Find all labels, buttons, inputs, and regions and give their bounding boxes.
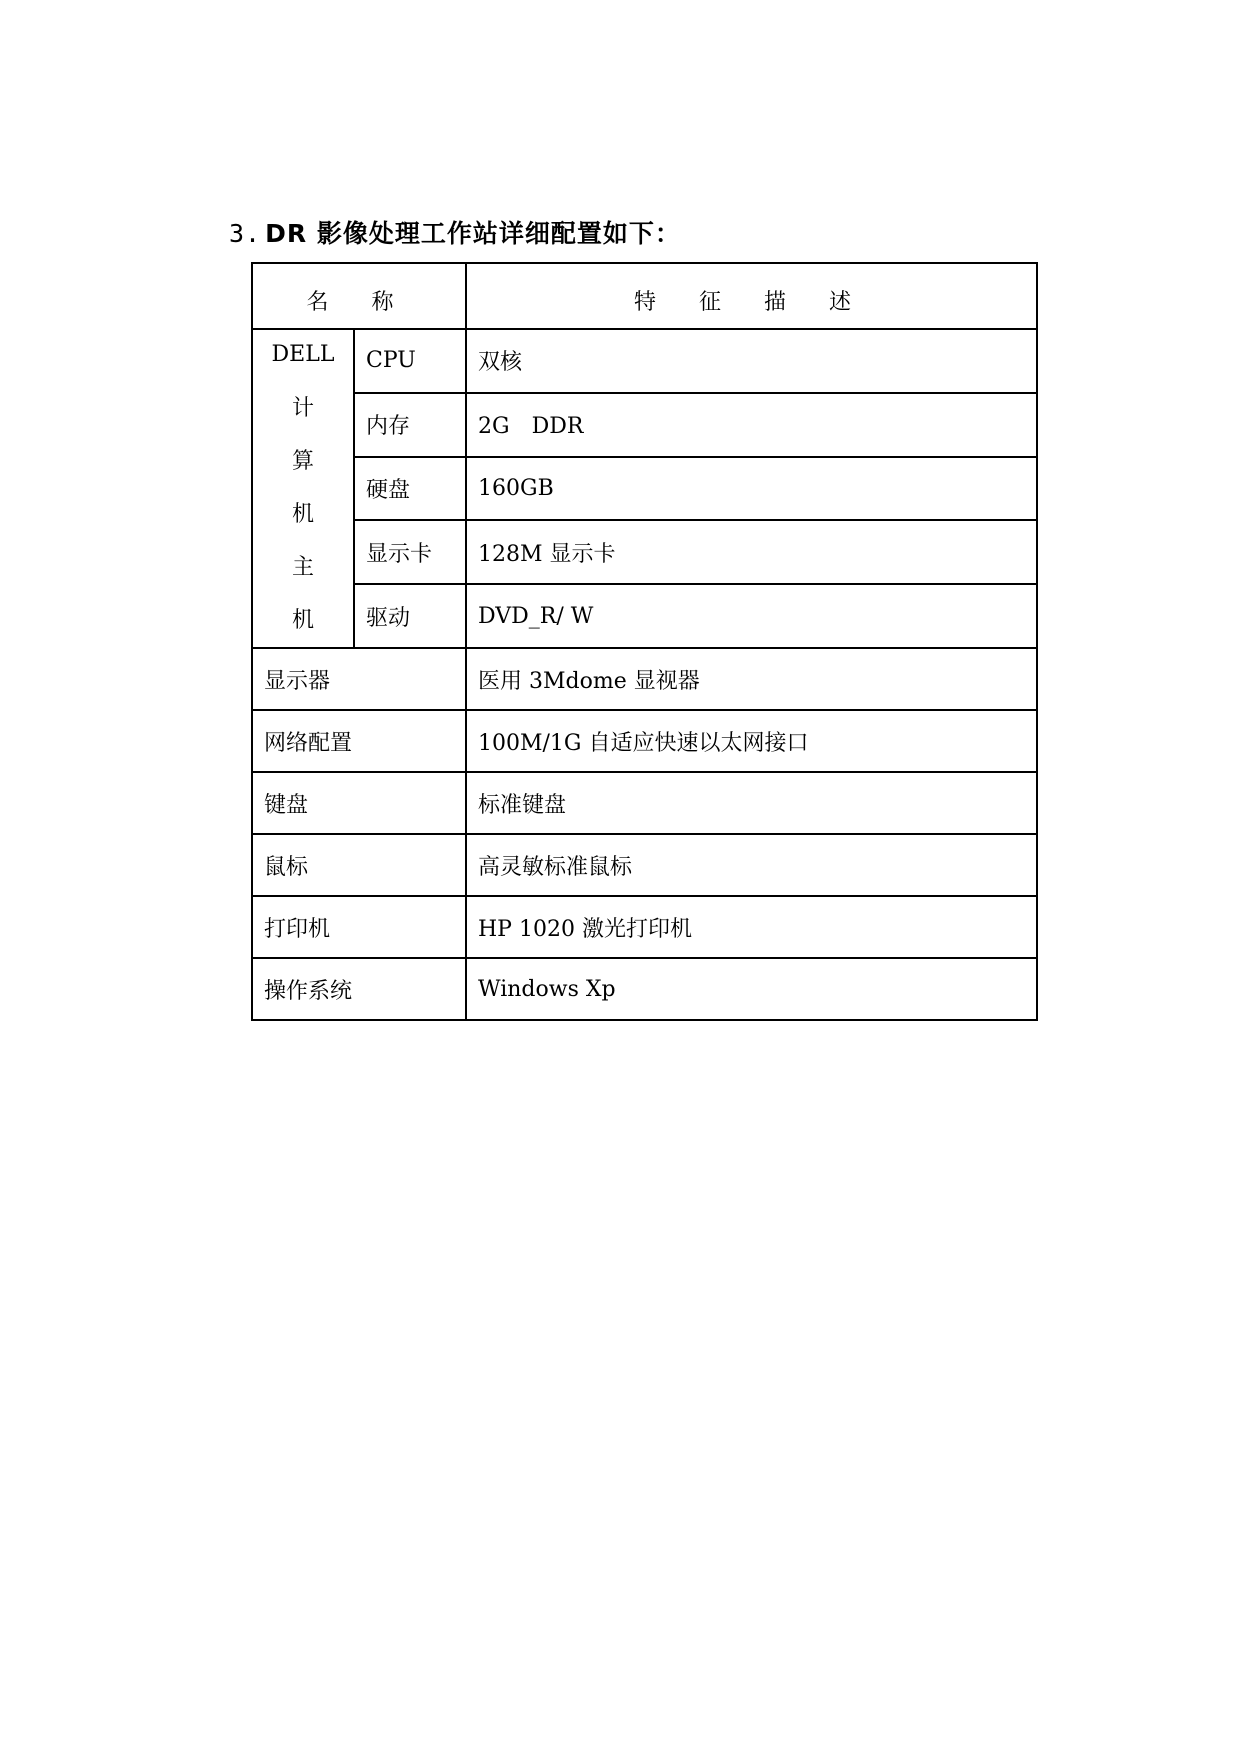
table-row [252,710,1037,772]
table-row [252,457,1037,521]
component-description: 160GB [466,457,1037,521]
header-name: 名 称 [252,263,466,329]
item-name: 鼠标 [252,834,466,896]
group-label-line: 主 [291,555,314,580]
item-description: 高灵敏标准鼠标 [466,834,1037,896]
item-description: 100M/1G 自适应快速以太网接口 [466,710,1037,772]
component-description: 双核 [466,329,1037,393]
table-header-row [252,263,1037,329]
table-row [252,393,1037,457]
item-description: HP 1020 激光打印机 [466,896,1037,958]
group-label-line: 算 [291,449,314,474]
section-number: 3. [229,219,262,248]
table-row [252,896,1037,958]
component-name: 硬盘 [354,457,466,521]
item-name: 打印机 [252,896,466,958]
table-row [252,329,1037,393]
group-label-line: 机 [291,608,314,633]
group-label-line: 机 [291,502,314,527]
component-name: CPU [354,329,466,393]
group-label-dell-host [252,329,354,648]
table-row [252,834,1037,896]
component-description: 128M 显示卡 [466,520,1037,584]
component-name: 显示卡 [354,520,466,584]
item-description: 标准键盘 [466,772,1037,834]
item-name: 网络配置 [252,710,466,772]
component-description: 2G DDR [466,393,1037,457]
item-name: 操作系统 [252,958,466,1020]
config-table [251,262,1038,1021]
item-description: 医用 3Mdome 显视器 [466,648,1037,710]
header-description: 特 征 描 述 [466,263,1037,329]
item-description: Windows Xp [466,958,1037,1020]
group-label-line: 计 [291,396,314,421]
group-label-line: DELL [271,342,335,367]
table-row [252,584,1037,648]
component-description: DVD_R/ W [466,584,1037,648]
component-name: 驱动 [354,584,466,648]
table-row [252,772,1037,834]
section-title: DR 影像处理工作站详细配置如下： [265,219,681,248]
table-row [252,958,1037,1020]
component-name: 内存 [354,393,466,457]
item-name: 显示器 [252,648,466,710]
table-row [252,520,1037,584]
section-heading [229,214,681,254]
table-row [252,648,1037,710]
item-name: 键盘 [252,772,466,834]
